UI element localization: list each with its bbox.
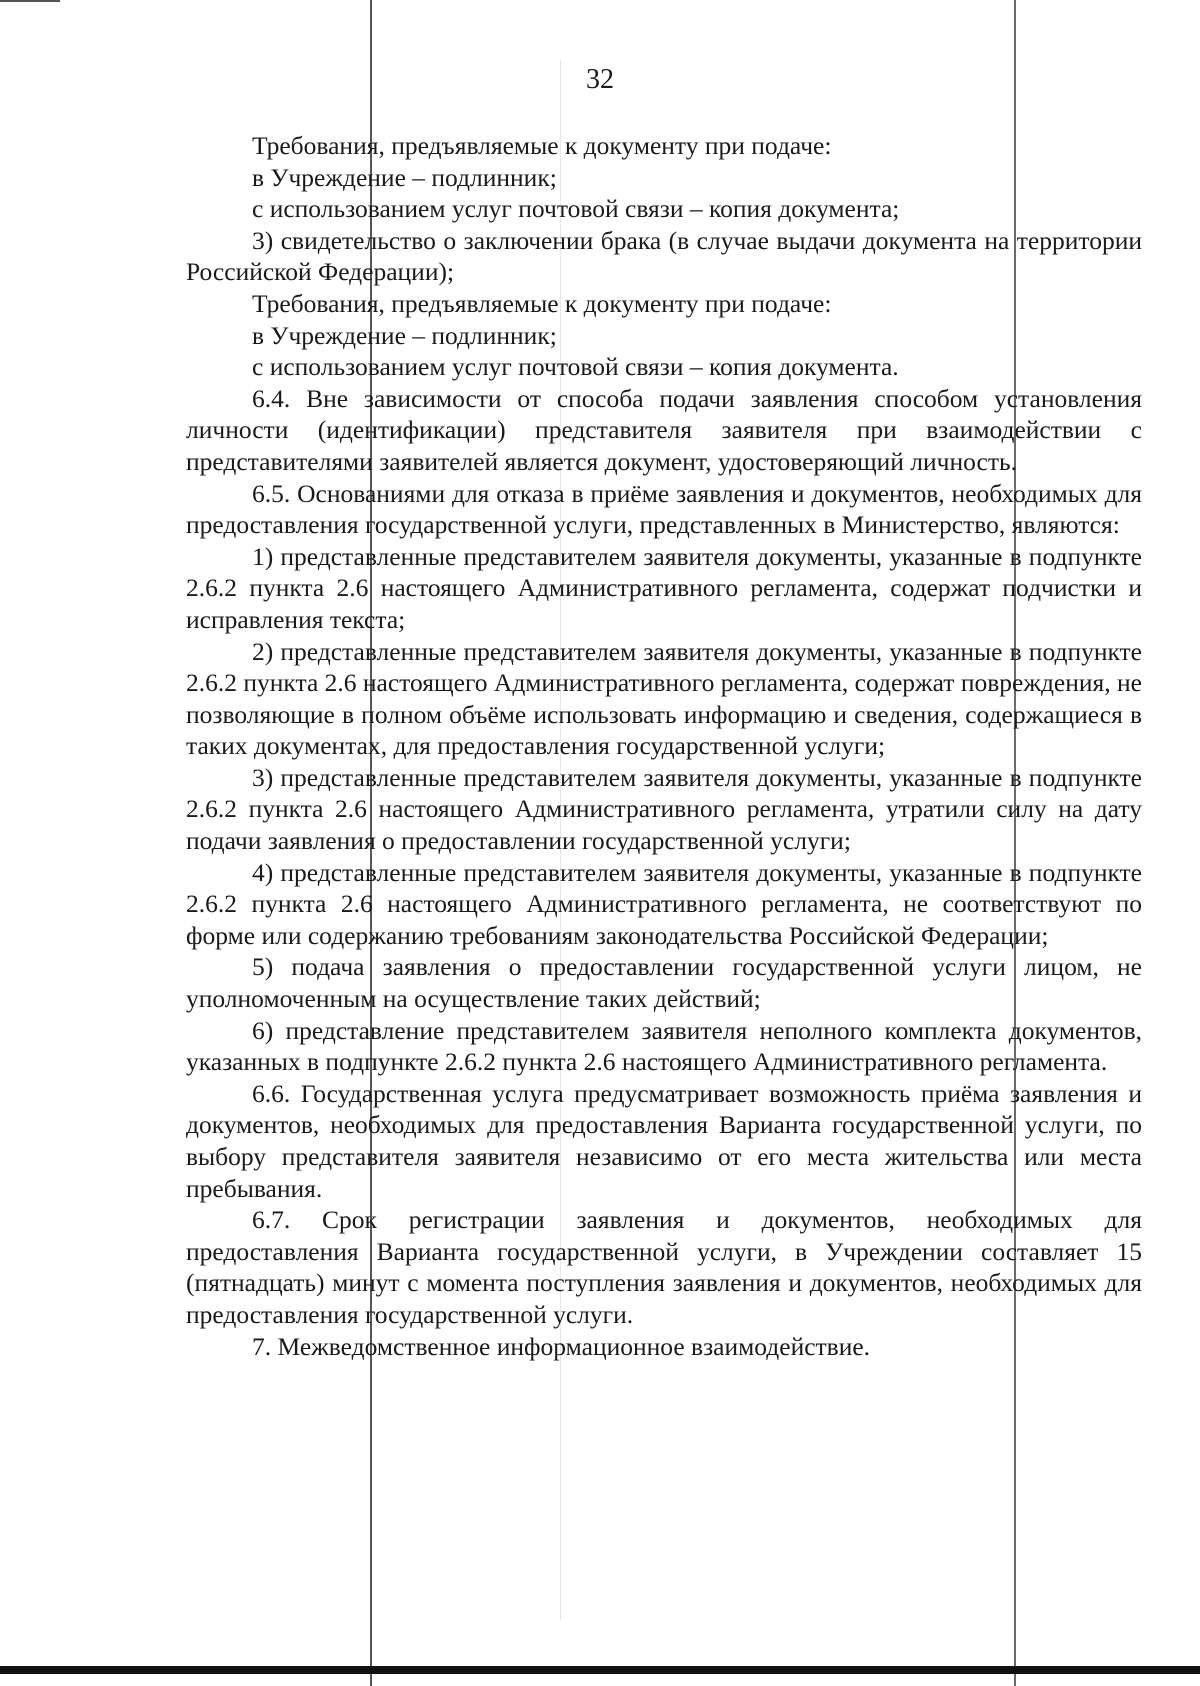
paragraph: с использованием услуг почтовой связи – копия документа. [252, 352, 899, 382]
scan-top-rule [0, 0, 60, 2]
paragraph: 3) свидетельство о заключении брака (в случае выдачи документа на территории Российской Федерации); [186, 225, 1142, 287]
document-body [186, 130, 1142, 1362]
paragraph-6-6: 6.6. Государственная услуга предусматривает возможность приёма заявления и документов, необходимых для предоставления Варианта государственной услуги, по выбору представителя заявителя независимо от его места жительства или места пребывания. [186, 1078, 1142, 1203]
list-item-4: 4) представленные представителем заявителя документы, указанные в подпункте 2.6.2 пункта 2.6 настоящего Административного регламента, не соответствуют по форме или содержанию требованиям законодательства Российской Федерации; [186, 857, 1142, 950]
paragraph: в Учреждение – подлинник; [252, 320, 557, 350]
list-item-3: 3) представленные представителем заявителя документы, указанные в подпункте 2.6.2 пункта 2.6 настоящего Административного регламента, утратили силу на дату подачи заявления о предоставлении государственной услуги; [186, 762, 1142, 856]
list-item-2: 2) представленные представителем заявителя документы, указанные в подпункте 2.6.2 пункта 2.6 настоящего Административного регламента, содержат повреждения, не позволяющие в полном объёме использовать информацию и сведения, содержащиеся в таких документах, для предоставления государственной услуги; [186, 636, 1142, 761]
paragraph: Требования, предъявляемые к документу при подаче: [252, 131, 832, 160]
paragraph-6-5: 6.5. Основаниями для отказа в приёме заявления и документов, необходимых для предоставления государственной услуги, представленных в Министерство, являются: [186, 478, 1142, 540]
list-item-5: 5) подача заявления о предоставлении государственной услуги лицом, не уполномоченным на осуществление таких действий; [186, 952, 1142, 1014]
paragraph-6-4: 6.4. Вне зависимости от способа подачи заявления способом установления личности (идентификации) представителя заявителя при взаимодействии с представителями заявителей является документ, удостоверяющий личность. [186, 383, 1142, 476]
page-number: 32 [586, 64, 614, 95]
list-item-6: 6) представление представителем заявителя неполного комплекта документов, указанных в подпункте 2.6.2 пункта 2.6 настоящего Административного регламента. [186, 1015, 1142, 1077]
paragraph: с использованием услуг почтовой связи – копия документа; [252, 194, 900, 224]
paragraph: в Учреждение – подлинник; [252, 162, 557, 192]
scan-bottom-edge [0, 1666, 1200, 1674]
paragraph: Требования, предъявляемые к документу при подаче: [252, 288, 832, 318]
list-item-1: 1) представленные представителем заявителя документы, указанные в подпункте 2.6.2 пункта 2.6 настоящего Административного регламента, содержат подчистки и исправления текста; [186, 541, 1142, 634]
section-heading-7: 7. Межведомственное информационное взаимодействие. [252, 1331, 871, 1361]
paragraph-6-7: 6.7. Срок регистрации заявления и документов, необходимых для предоставления Варианта государственной услуги, в Учреждении составляет 15 (пятнадцать) минут с момента поступления заявления и документов, необходимых для предоставления государственной услуги. [186, 1205, 1142, 1329]
